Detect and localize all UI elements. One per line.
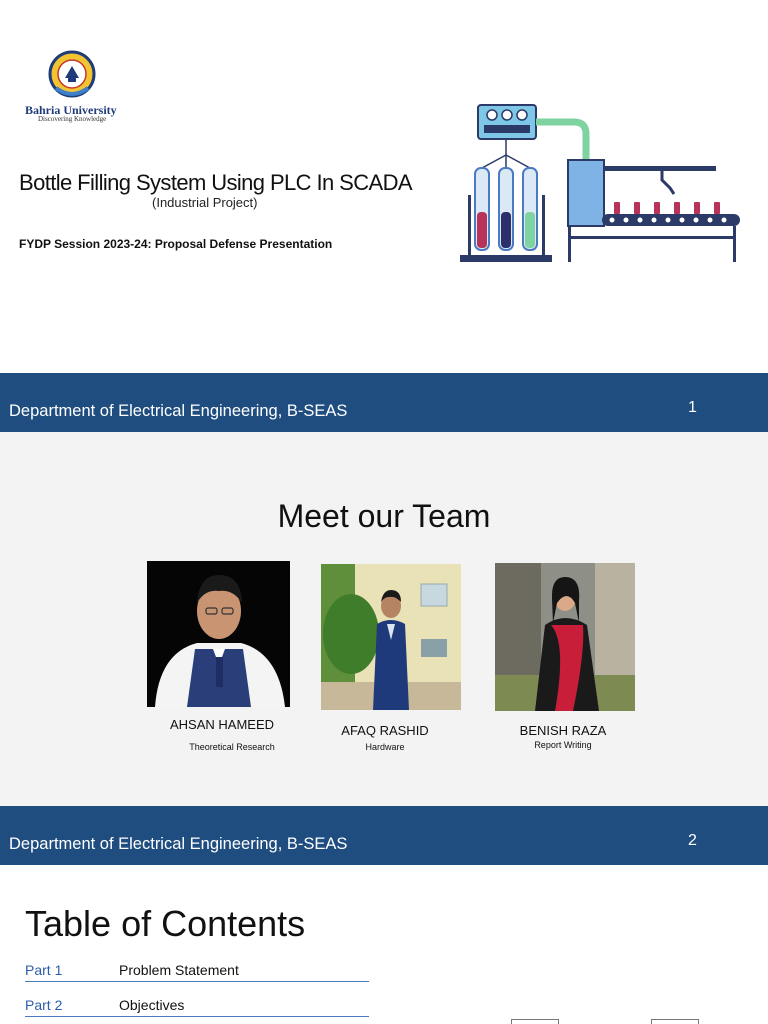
member-photo-ahsan — [147, 561, 290, 707]
toc-item — [25, 962, 369, 982]
slide-number: 1 — [688, 399, 697, 416]
toc-item — [25, 997, 369, 1017]
member-photo-benish — [495, 563, 635, 711]
toc-slide — [0, 865, 768, 1024]
presentation-subtitle: (Industrial Project) — [152, 195, 258, 210]
team-heading: Meet our Team — [277, 498, 491, 534]
member-name: AHSAN HAMEED — [169, 717, 275, 732]
title-slide — [0, 0, 768, 432]
member-role: Hardware — [365, 742, 405, 752]
slide-footer — [0, 373, 768, 432]
university-tagline: Discovering Knowledge — [38, 115, 107, 123]
member-name: AFAQ RASHID — [341, 723, 429, 738]
presentation-title: Bottle Filling System Using PLC In SCADA — [19, 170, 412, 195]
session-label: FYDP Session 2023-24: Proposal Defense Presentation — [19, 237, 333, 251]
content-box — [511, 1019, 559, 1024]
toc-topic-label: Problem Statement — [119, 962, 239, 978]
toc-part-label: Part 2 — [25, 997, 63, 1013]
university-logo — [22, 48, 122, 126]
university-name: Bahria University — [25, 103, 117, 117]
university-seal-icon — [22, 48, 122, 104]
slide-footer — [0, 806, 768, 865]
member-role: Report Writing — [534, 740, 592, 750]
department-label: Department of Electrical Engineering, B-SEAS — [9, 402, 348, 420]
toc-topic-label: Objectives — [119, 997, 185, 1013]
toc-title: Table of Contents — [25, 903, 306, 944]
member-name: BENISH RAZA — [519, 723, 607, 738]
department-label: Department of Electrical Engineering, B-SEAS — [9, 835, 348, 853]
content-box — [651, 1019, 699, 1024]
member-photo-afaq — [321, 564, 461, 710]
slide-number: 2 — [688, 832, 697, 849]
team-slide — [0, 432, 768, 865]
bottle-filling-illustration — [456, 100, 746, 280]
member-role: Theoretical Research — [189, 742, 275, 752]
toc-part-label: Part 1 — [25, 962, 63, 978]
